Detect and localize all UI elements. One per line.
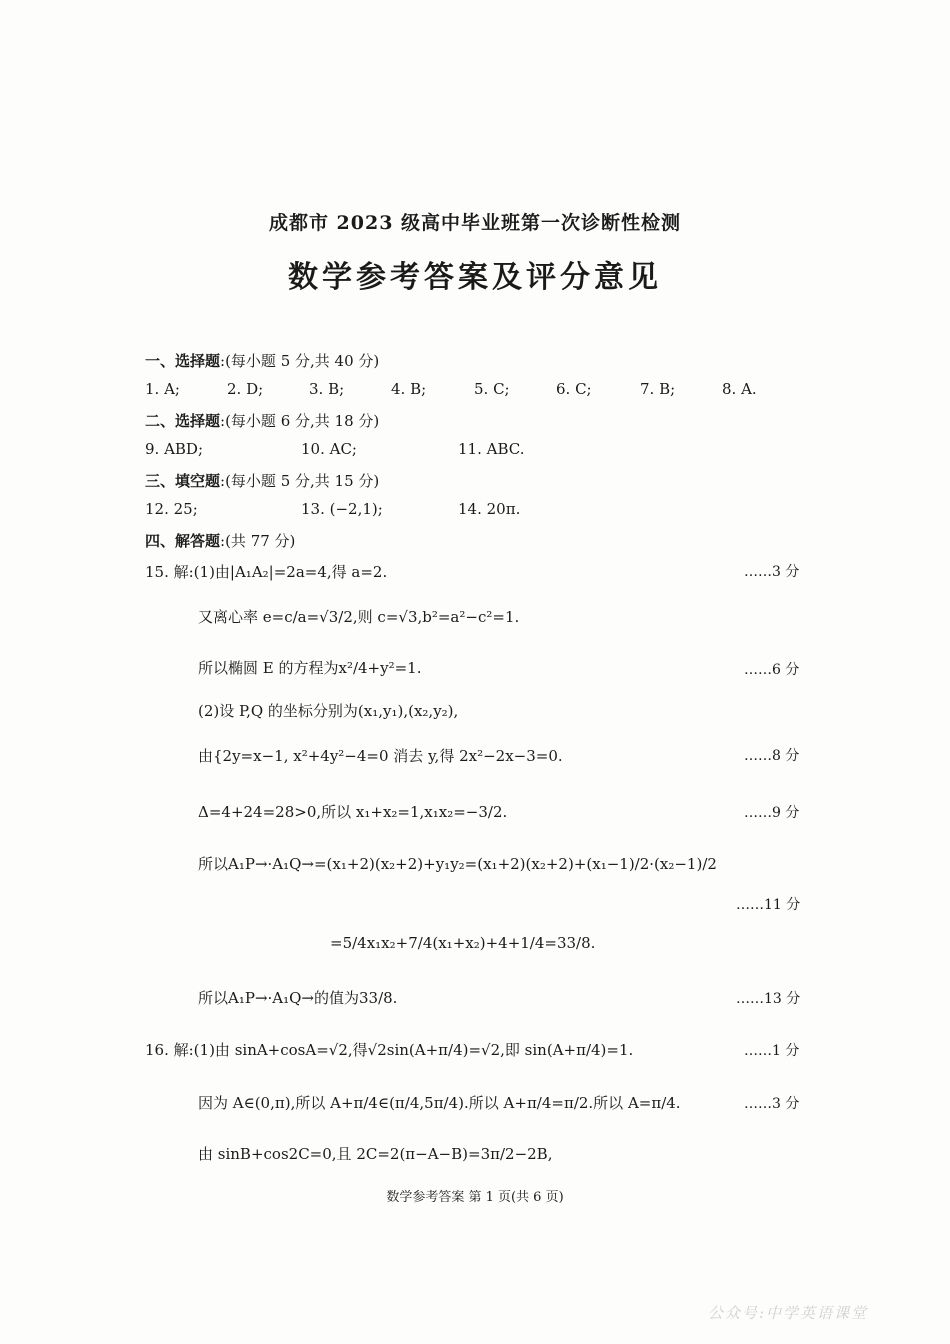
q16-score-1: ……1 分 <box>744 1043 800 1059</box>
answer-7: 7. B; <box>640 380 676 398</box>
answer-10: 10. AC; <box>301 440 357 458</box>
q15-score-7: ……11 分 <box>736 897 801 913</box>
q15-score-1: ……3 分 <box>744 564 800 580</box>
answer-11: 11. ABC. <box>458 440 525 458</box>
q15-line-5: 由{2y=x−1, x²+4y²−4=0 消去 y,得 2x²−2x−3=0. <box>198 747 563 765</box>
document-title: 数学参考答案及评分意见 <box>288 260 662 295</box>
q15-line-7: 所以A₁P→·A₁Q→=(x₁+2)(x₂+2)+y₁y₂=(x₁+2)(x₂+2)+(x₁−1)/2·(x₂−1)/2 <box>198 855 717 873</box>
page-footer: 数学参考答案 第 1 页(共 6 页) <box>386 1190 564 1205</box>
q15-line-3: 所以椭圆 E 的方程为x²/4+y²=1. <box>198 659 422 677</box>
answer-5: 5. C; <box>474 380 510 398</box>
section-4-heading: 四、解答题:(共 77 分) <box>145 532 296 550</box>
watermark: 公众号:中学英语课堂 <box>708 1304 869 1322</box>
section-3-heading: 三、填空题:(每小题 5 分,共 15 分) <box>145 472 380 490</box>
q15-line-2: 又离心率 e=c/a=√3/2,则 c=√3,b²=a²−c²=1. <box>198 608 520 626</box>
q15-line-4: (2)设 P,Q 的坐标分别为(x₁,y₁),(x₂,y₂), <box>198 702 459 720</box>
q16-line-2: 因为 A∈(0,π),所以 A+π/4∈(π/4,5π/4).所以 A+π/4=π/2.所以 A=π/4. <box>198 1094 681 1112</box>
q15-score-6: ……9 分 <box>744 805 800 821</box>
q16-line-3: 由 sinB+cos2C=0,且 2C=2(π−A−B)=3π/2−2B, <box>198 1145 553 1163</box>
q15-line-8: =5/4x₁x₂+7/4(x₁+x₂)+4+1/4=33/8. <box>330 934 596 952</box>
answer-1: 1. A; <box>145 380 180 398</box>
q15-line-6: Δ=4+24=28>0,所以 x₁+x₂=1,x₁x₂=−3/2. <box>198 803 508 821</box>
q15-line-9: 所以A₁P→·A₁Q→的值为33/8. <box>198 989 398 1007</box>
q16-line-1: 16. 解:(1)由 sinA+cosA=√2,得√2sin(A+π/4)=√2,即 sin(A+π/4)=1. <box>145 1041 634 1059</box>
section-2-heading: 二、选择题:(每小题 6 分,共 18 分) <box>145 412 380 430</box>
answer-4: 4. B; <box>391 380 427 398</box>
answer-13: 13. (−2,1); <box>301 500 383 518</box>
q16-score-2: ……3 分 <box>744 1096 800 1112</box>
answer-8: 8. A. <box>722 380 757 398</box>
answer-14: 14. 20π. <box>458 500 521 518</box>
q15-line-1: 15. 解:(1)由|A₁A₂|=2a=4,得 a=2. <box>145 563 388 581</box>
exam-title: 成都市 2023 级高中毕业班第一次诊断性检测 <box>268 212 682 234</box>
answer-6: 6. C; <box>556 380 592 398</box>
answer-12: 12. 25; <box>145 500 198 518</box>
q15-score-3: ……6 分 <box>744 662 800 678</box>
q15-score-5: ……8 分 <box>744 748 800 764</box>
answer-2: 2. D; <box>227 380 264 398</box>
section-1-heading: 一、选择题:(每小题 5 分,共 40 分) <box>145 352 380 370</box>
answer-9: 9. ABD; <box>145 440 204 458</box>
answer-3: 3. B; <box>309 380 345 398</box>
q15-score-9: ……13 分 <box>736 991 801 1007</box>
